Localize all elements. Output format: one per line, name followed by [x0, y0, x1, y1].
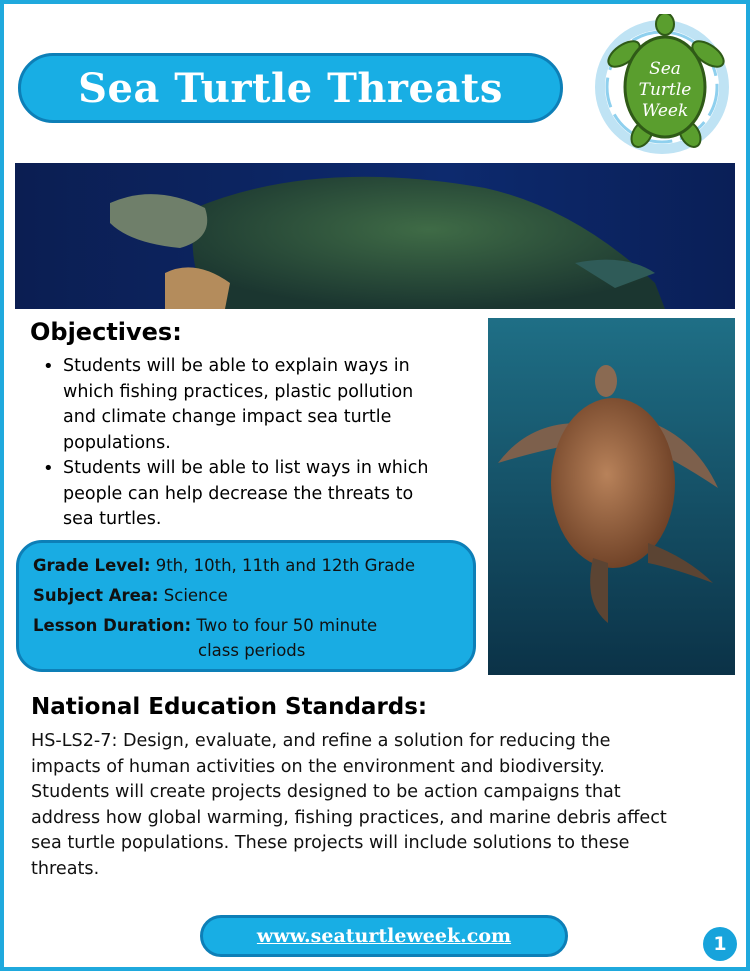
standards-paragraph: HS-LS2-7: Design, evaluate, and refine a solution for reducing the impacts of human activities on the environment and biodiversity. Students will create projects designed to be action campaigns that address how global warming, fishing practices, and marine debris affect sea turtle populations. These projects will include solutions to these threats.	[31, 731, 667, 879]
page-number: 1	[703, 927, 737, 961]
objectives-heading: Objectives:	[30, 318, 182, 346]
objective-item: • Students will be able to explain ways in which fishing practices, plastic pollution and climate change impact sea turtle populations.	[38, 354, 478, 456]
lesson-duration-row	[33, 616, 377, 635]
subject-area-row	[33, 586, 228, 605]
logo-word-week: Week	[641, 101, 689, 121]
banner-photo	[15, 163, 735, 309]
objective-item: • Students will be able to list ways in which people can help decrease the threats to sea turtles.	[38, 456, 478, 533]
website-link-button[interactable]	[200, 915, 568, 957]
lesson-duration-label: Lesson Duration:	[33, 616, 192, 635]
grade-level-label: Grade Level:	[33, 556, 151, 575]
sea-turtle-week-logo	[588, 14, 736, 160]
logo-word-sea: Sea	[649, 59, 681, 79]
lesson-duration-value-cont: class periods	[198, 641, 306, 660]
logo-word-turtle: Turtle	[638, 80, 692, 100]
lesson-duration-value: Two to four 50 minute	[196, 616, 378, 635]
page-title: Sea Turtle Threats	[78, 64, 503, 112]
grade-level-row	[33, 556, 415, 575]
title-banner	[18, 53, 563, 123]
lesson-info-box	[16, 540, 476, 672]
subject-area-label: Subject Area:	[33, 586, 159, 605]
grade-level-value: 9th, 10th, 11th and 12th Grade	[155, 556, 415, 575]
standards-heading: National Education Standards:	[31, 694, 428, 720]
subject-area-value: Science	[163, 586, 228, 605]
objectives-list	[38, 354, 478, 533]
turtle-photo	[488, 318, 735, 675]
website-link[interactable]: www.seaturtleweek.com	[256, 925, 512, 947]
